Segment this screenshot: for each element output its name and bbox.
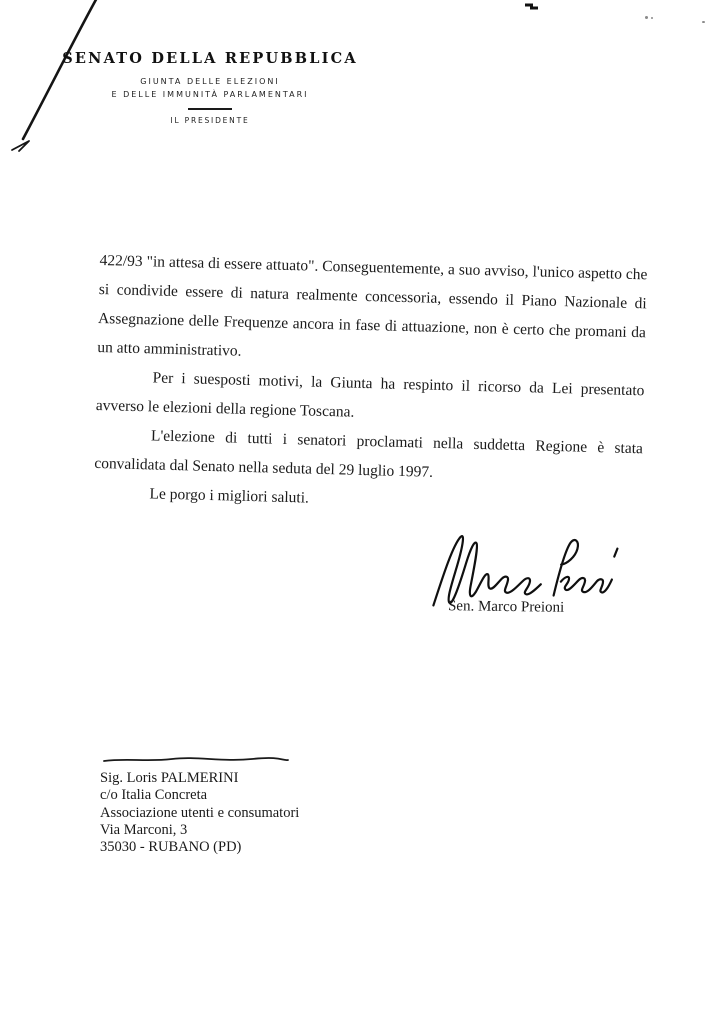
recipient-organization: Associazione utenti e consumatori <box>100 804 300 821</box>
body-paragraph-1: 422/93 "in attesa di essere attuato". Conseguentemente, a suo avviso, l'unico aspetto che si condivide essere di natura realmente concessoria, essendo il Piano Nazionale di Assegnazione delle Frequenze ancora in fase di attuazione, non è certo che promani da un atto amministrativo. <box>97 251 648 360</box>
body-paragraph-3: L'elezione di tutti i senatori proclamati nella suddetta Regione è stata convalidata dal Senato nella seduta del 29 luglio 1997. <box>94 427 644 481</box>
scan-dot-artifact <box>645 16 648 19</box>
signature-typed-name: Sen. Marco Preioni <box>447 598 565 616</box>
address-divider-line <box>102 756 290 764</box>
recipient-address <box>100 756 350 856</box>
scan-mark-artifact <box>515 0 555 18</box>
recipient-name: Sig. Loris PALMERINI <box>100 770 239 786</box>
body-paragraph-4: Le porgo i migliori saluti. <box>149 485 310 507</box>
recipient-city: 35030 - RUBANO (PD) <box>100 839 242 856</box>
letterhead-subtitle-line1: GIUNTA DELLE ELEZIONI <box>140 77 280 86</box>
letterhead <box>55 50 365 125</box>
letterhead-divider <box>188 108 232 110</box>
recipient-care-of: c/o Italia Concreta <box>100 787 208 804</box>
letterhead-role: IL PRESIDENTE <box>170 116 250 125</box>
letter-body <box>93 246 648 521</box>
scan-dot-artifact <box>651 17 653 19</box>
letterhead-title: SENATO DELLA REPUBBLICA <box>62 50 358 67</box>
scan-dot-artifact <box>702 21 705 23</box>
letterhead-subtitle-line2: E DELLE IMMUNITÀ PARLAMENTARI <box>111 90 309 99</box>
body-paragraph-2: Per i suesposti motivi, la Giunta ha respinto il ricorso da Lei presentato avverso le elezioni della regione Toscana. <box>95 369 645 421</box>
recipient-street: Via Marconi, 3 <box>100 821 188 838</box>
